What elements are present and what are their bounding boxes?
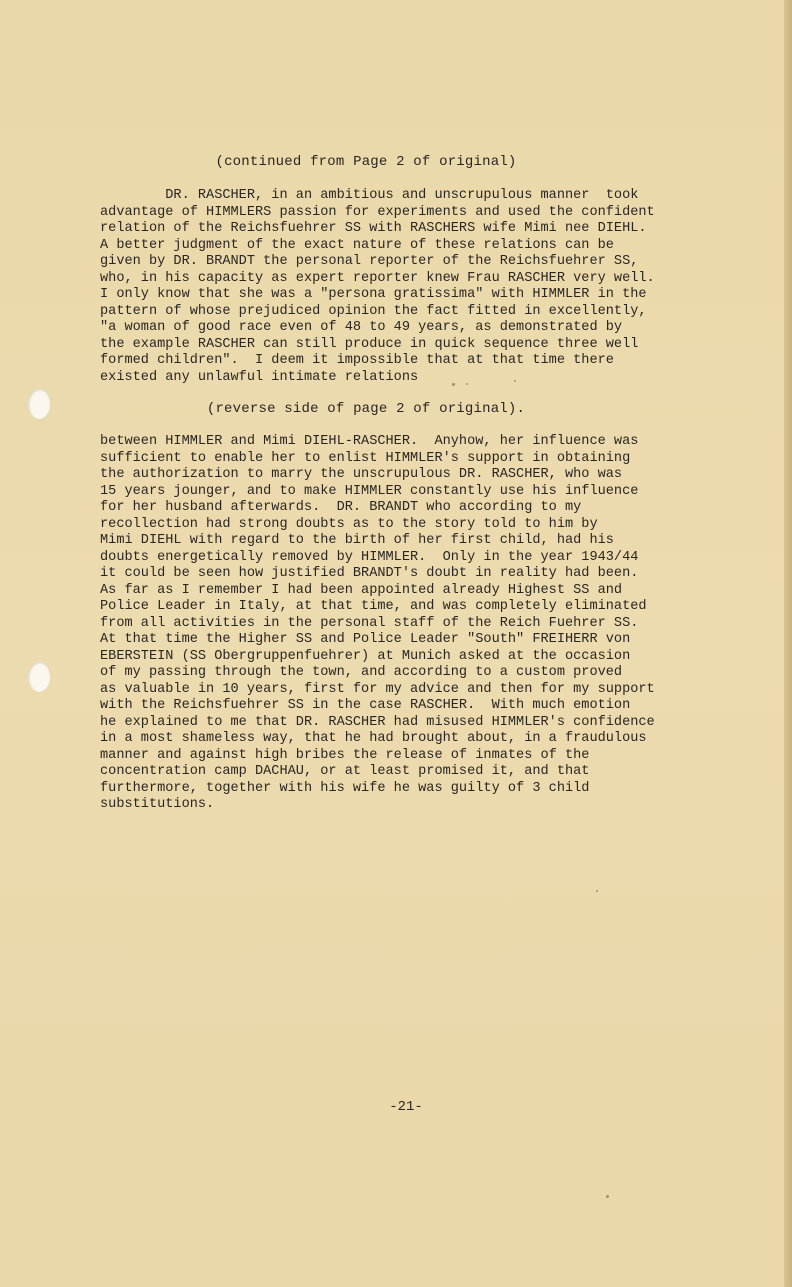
text-line: relation of the Reichsfuehrer SS with RASCHERS wife Mimi nee DIEHL. bbox=[100, 221, 647, 236]
text-line: the authorization to marry the unscrupulous DR. RASCHER, who was bbox=[100, 467, 623, 482]
text-line: it could be seen how justified BRANDT's doubt in reality had been. bbox=[100, 566, 639, 581]
text-line: as valuable in 10 years, first for my advice and then for my support bbox=[100, 681, 655, 697]
text-line: Police Leader in Italy, at that time, and was completely eliminated bbox=[100, 599, 647, 614]
text-line: formed children". I deem it impossible that at that time there bbox=[100, 353, 614, 368]
page-edge bbox=[784, 0, 792, 1287]
text-line: At that time the Higher SS and Police Leader "South" FREIHERR von bbox=[100, 632, 631, 647]
text-line: between HIMMLER and Mimi DIEHL-RASCHER. Anyhow, her influence was bbox=[100, 434, 639, 449]
text-line: A better judgment of the exact nature of these relations can be bbox=[100, 237, 614, 253]
paragraph-2 bbox=[100, 434, 670, 814]
text-line: concentration camp DACHAU, or at least promised it, and that bbox=[100, 764, 590, 779]
reverse-side-heading: (reverse side of page 2 of original). bbox=[206, 401, 526, 417]
text-line: of my passing through the town, and according to a custom proved bbox=[100, 665, 623, 680]
continued-heading: (continued from Page 2 of original) bbox=[215, 154, 517, 170]
paper-speck bbox=[514, 380, 516, 382]
text-line: existed any unlawful intimate relations bbox=[100, 369, 419, 385]
text-line: he explained to me that DR. RASCHER had misused HIMMLER's confidence bbox=[100, 714, 655, 730]
text-line: advantage of HIMMLERS passion for experiments and used the confident bbox=[100, 204, 655, 220]
text-line: Mimi DIEHL with regard to the birth of her first child, had his bbox=[100, 533, 614, 548]
text-line: DR. RASCHER, in an ambitious and unscrupulous manner took bbox=[100, 188, 639, 203]
text-line: recollection had strong doubts as to the story told to him by bbox=[100, 516, 598, 532]
text-line: for her husband afterwards. DR. BRANDT who according to my bbox=[100, 500, 582, 515]
paragraph-1 bbox=[100, 188, 670, 386]
text-line: furthermore, together with his wife he was guilty of 3 child bbox=[100, 780, 590, 796]
text-line: with the Reichsfuehrer SS in the case RASCHER. With much emotion bbox=[100, 698, 631, 713]
text-line: the example RASCHER can still produce in quick sequence three well bbox=[100, 336, 639, 352]
text-line: who, in his capacity as expert reporter knew Frau RASCHER very well. bbox=[100, 270, 655, 286]
text-line: manner and against high bribes the release of inmates of the bbox=[100, 747, 590, 763]
paper-speck bbox=[452, 383, 455, 386]
paper-speck bbox=[466, 383, 468, 385]
paper-speck bbox=[596, 890, 598, 892]
text-line: 15 years jounger, and to make HIMMLER constantly use his influence bbox=[100, 483, 639, 499]
text-line: given by DR. BRANDT the personal reporter of the Reichsfuehrer SS, bbox=[100, 254, 639, 269]
text-line: doubts energetically removed by HIMMLER. Only in the year 1943/44 bbox=[100, 549, 639, 565]
text-line: from all activities in the personal staff of the Reich Fuehrer SS. bbox=[100, 615, 639, 631]
page-number: -21- bbox=[389, 1099, 423, 1115]
text-line: pattern of whose prejudiced opinion the fact fitted in excellently, bbox=[100, 303, 647, 319]
text-line: "a woman of good race even of 48 to 49 years, as demonstrated by bbox=[100, 320, 623, 335]
text-line: sufficient to enable her to enlist HIMMLER's support in obtaining bbox=[100, 450, 631, 466]
punch-hole bbox=[28, 662, 50, 692]
text-line: EBERSTEIN (SS Obergruppenfuehrer) at Munich asked at the occasion bbox=[100, 648, 631, 664]
text-line: As far as I remember I had been appointed already Highest SS and bbox=[100, 582, 623, 598]
text-line: in a most shameless way, that he had brought about, in a fraudulous bbox=[100, 731, 647, 746]
paper-speck bbox=[606, 1195, 609, 1198]
text-line: I only know that she was a "persona gratissima" with HIMMLER in the bbox=[100, 287, 647, 302]
text-line: substitutions. bbox=[100, 797, 215, 812]
